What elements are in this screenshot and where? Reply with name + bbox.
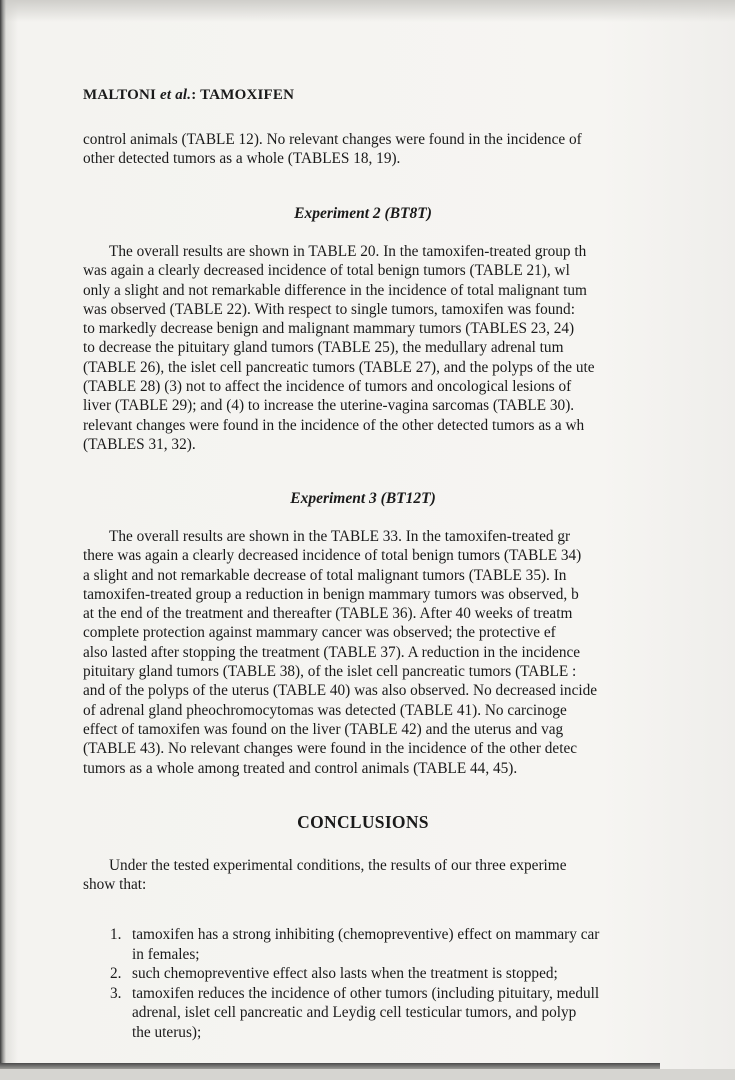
list-item-line: tamoxifen has a strong inhibiting (chemopreventive) effect on mammary car bbox=[132, 926, 600, 943]
running-head-colon: : bbox=[191, 87, 197, 103]
list-item-number: 1. bbox=[110, 926, 122, 943]
paragraph-line: effect of tamoxifen was found on the liver (TABLE 42) and the uterus and vag bbox=[83, 720, 564, 738]
experiment-3-heading: Experiment 3 (BT12T) bbox=[290, 490, 436, 507]
paragraph-line: to markedly decrease benign and malignant mammary tumors (TABLES 23, 24) bbox=[83, 320, 575, 338]
experiment-3-paragraph bbox=[83, 527, 643, 778]
list-item bbox=[110, 925, 640, 964]
paragraph-line: (TABLE 28) (3) not to affect the incidence of tumors and oncological lesions of bbox=[83, 378, 572, 396]
paragraph-line: (TABLES 31, 32). bbox=[83, 435, 196, 453]
conclusions-heading: CONCLUSIONS bbox=[297, 812, 429, 832]
paragraph-line: was again a clearly decreased incidence of total benign tumors (TABLE 21), wl bbox=[83, 262, 570, 280]
list-item-line: the uterus); bbox=[132, 1023, 202, 1041]
running-head-etal: et al. bbox=[160, 87, 192, 103]
paragraph-line: tamoxifen-treated group a reduction in benign mammary tumors was observed, b bbox=[83, 585, 579, 603]
paragraph-line: only a slight and not remarkable difference in the incidence of total malignant tum bbox=[83, 281, 587, 299]
paragraph-line: pituitary gland tumors (TABLE 38), of the islet cell pancreatic tumors (TABLE : bbox=[83, 663, 577, 681]
paragraph-line: also lasted after stopping the treatment (TABLE 37). A reduction in the incidence bbox=[83, 643, 581, 661]
intro-paragraph bbox=[83, 130, 643, 169]
paragraph-line: The overall results are shown in the TABLE 33. In the tamoxifen-treated gr bbox=[109, 528, 571, 545]
list-item bbox=[110, 964, 640, 984]
conclusions-intro bbox=[83, 856, 643, 895]
list-item bbox=[110, 984, 640, 1043]
paragraph-line: (TABLE 43). No relevant changes were found in the incidence of the other detec bbox=[83, 740, 578, 758]
list-item-line: such chemopreventive effect also lasts when the treatment is stopped; bbox=[132, 965, 558, 982]
scan-left-edge bbox=[0, 0, 6, 1080]
paragraph-line: a slight and not remarkable decrease of total malignant tumors (TABLE 35). In bbox=[83, 566, 567, 584]
list-item-number: 3. bbox=[110, 984, 122, 1002]
paragraph-line: Under the tested experimental conditions, the results of our three experime bbox=[109, 857, 567, 874]
paragraph-line: complete protection against mammary cancer was observed; the protective ef bbox=[83, 624, 556, 642]
list-item-number: 2. bbox=[110, 965, 122, 982]
paragraph-line: and of the polyps of the uterus (TABLE 40) was also observed. No decreased incide bbox=[83, 682, 598, 700]
paragraph-line: to decrease the pituitary gland tumors (TABLE 25), the medullary adrenal tum bbox=[83, 339, 564, 357]
paragraph-line: tumors as a whole among treated and control animals (TABLE 44, 45). bbox=[83, 759, 518, 777]
paragraph-line: relevant changes were found in the incidence of the other detected tumors as a wh bbox=[83, 416, 585, 434]
running-head-author: MALTONI bbox=[83, 87, 157, 103]
list-item-line: adrenal, islet cell pancreatic and Leydig cell testicular tumors, and polyp bbox=[132, 1004, 577, 1021]
experiment-2-paragraph bbox=[83, 242, 643, 454]
running-head bbox=[83, 87, 294, 104]
paragraph-line: The overall results are shown in TABLE 20. In the tamoxifen-treated group th bbox=[109, 243, 587, 260]
paragraph-line: there was again a clearly decreased incidence of total benign tumors (TABLE 34) bbox=[83, 547, 582, 565]
paragraph-line: was observed (TABLE 22). With respect to single tumors, tamoxifen was found: bbox=[83, 300, 575, 318]
paragraph-line: of adrenal gland pheochromocytomas was detected (TABLE 41). No carcinoge bbox=[83, 701, 567, 719]
scan-top-shadow bbox=[0, 0, 735, 22]
paragraph-line: control animals (TABLE 12). No relevant changes were found in the incidence of bbox=[83, 131, 582, 148]
paragraph-line: (TABLE 26), the islet cell pancreatic tumors (TABLE 27), and the polyps of the ute bbox=[83, 358, 595, 376]
list-item-line: in females; bbox=[132, 945, 200, 963]
paragraph-line: at the end of the treatment and thereafter (TABLE 36). After 40 weeks of treatm bbox=[83, 605, 573, 623]
conclusions-list bbox=[110, 925, 640, 1042]
experiment-2-heading: Experiment 2 (BT8T) bbox=[294, 205, 432, 222]
running-head-title: TAMOXIFEN bbox=[200, 87, 295, 103]
paragraph-line: other detected tumors as a whole (TABLES 18, 19). bbox=[83, 150, 401, 168]
list-item-line: tamoxifen reduces the incidence of other tumors (including pituitary, medull bbox=[132, 984, 600, 1002]
scan-bottom-shadow bbox=[0, 1069, 735, 1080]
paragraph-line: show that: bbox=[83, 876, 147, 894]
paragraph-line: liver (TABLE 29); and (4) to increase the uterine-vagina sarcomas (TABLE 30). bbox=[83, 397, 575, 415]
